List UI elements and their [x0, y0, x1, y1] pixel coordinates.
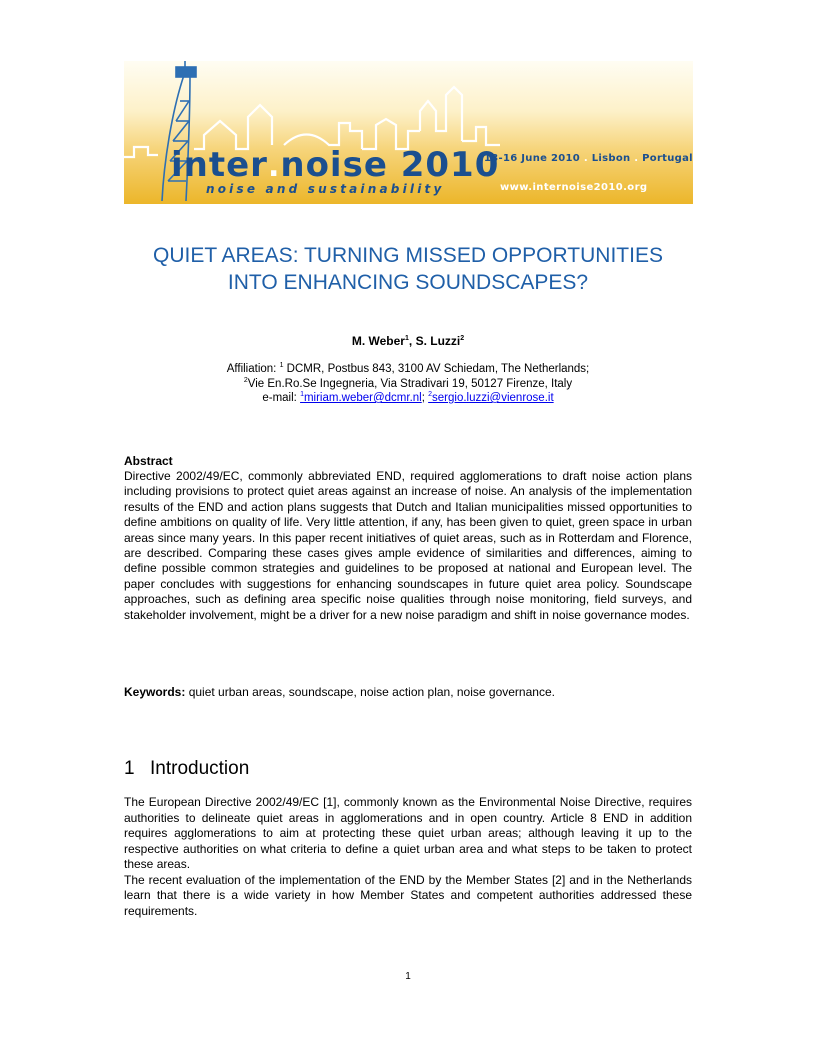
conference-date-location [484, 153, 693, 167]
logo-text-inter: inter [171, 145, 268, 185]
title-line-2: INTO ENHANCING SOUNDSCAPES? [227, 271, 589, 294]
author-name: S. Luzzi [415, 334, 461, 348]
affiliation-sup: 2 [243, 376, 248, 384]
affiliation-1: DCMR, Postbus 843, 3100 AV Schiedam, The Netherlands; [283, 363, 590, 375]
email-link-2[interactable] [428, 392, 554, 404]
title-line-1: QUIET AREAS: TURNING MISSED OPPORTUNITIES [153, 244, 663, 267]
conference-banner [124, 61, 693, 204]
affiliation-sup: 1 [279, 362, 284, 370]
email-sup: 1 [300, 391, 304, 399]
email-link-1[interactable] [300, 392, 422, 404]
author-sup: 1 [404, 335, 409, 342]
section-title: Introduction [150, 758, 250, 779]
paragraph: The European Directive 2002/49/EC [1], commonly known as the Environmental Noise Directive, requires authorities to delineate quiet areas in agglomerations and in open country. Article 8 END in addition requires agglomerations to aim at protecting these quiet urban areas; although leaving it up to the respective authorities on what criteria to define a quiet urban area and what steps to be taken to protect these areas. [124, 795, 692, 871]
conference-date: 13-16 June 2010 [484, 153, 581, 164]
conference-city: Lisbon [591, 153, 631, 164]
email-separator: ; [421, 392, 429, 404]
logo-dot: . [267, 149, 281, 184]
keywords-text: quiet urban areas, soundscape, noise action plan, noise governance. [185, 685, 555, 699]
affiliation-label: Affiliation: [226, 363, 280, 375]
introduction-body [124, 795, 692, 919]
section-number: 1 [124, 758, 135, 779]
logo-tagline: noise and sustainability [206, 182, 445, 196]
conference-url: www.internoise2010.org [500, 182, 648, 193]
affiliations [100, 362, 716, 406]
paragraph: The recent evaluation of the implementation of the END by the Member States [2] and in the Netherlands learn that there is a wide variety in how Member States and competent authorities addressed these requirements. [124, 872, 692, 918]
affiliation-line-2 [100, 377, 716, 392]
keywords-label: Keywords: [124, 685, 186, 699]
section-heading [124, 757, 524, 780]
logo-year: 2010 [400, 145, 500, 185]
email-sup: 2 [428, 391, 433, 399]
separator-dot: . [583, 153, 588, 164]
author-list: M. Weber$^1$, S. Luzzi$^2$ [351, 334, 465, 348]
affiliation-2: Vie En.Ro.Se Ingegneria, Via Stradivari 19, 50127 Firenze, Italy [247, 377, 573, 390]
paper-title [100, 242, 716, 296]
abstract-heading: Abstract [124, 454, 173, 468]
abstract-body: Directive 2002/49/EC, commonly abbreviated END, required agglomerations to draft noise action plans including provisions to protect quiet areas against an increase of noise. An analysis of the implementation results of the END and action plans suggests that Dutch and Italian municipalities missed opportunities to define ambitions on quality of life. Very little attention, if any, has been given to quiet, green space in urban areas since many years. In this paper recent initiatives of quiet areas, such as in Rotterdam and Florence, are described. Comparing these cases gives ample evidence of similarities and differences, aiming to define possible common strategies and guidelines to be proposed at national and European level. The paper concludes with suggestions for enhancing soundscapes in future quiet area policy. Soundscape approaches, such as defining area specific noise qualities through noise monitoring, field surveys, and stakeholder involvement, might be a driver for a new noise paradigm and shift in noise governance modes. [124, 469, 692, 622]
email-1-text: miriam.weber@dcmr.nl [303, 392, 422, 404]
email-label: e-mail: [262, 392, 301, 404]
internoise-logo [171, 145, 500, 185]
logo-text-noise: noise [280, 145, 388, 185]
author-sup: 2 [460, 335, 465, 342]
conference-country: Portugal [642, 153, 693, 164]
author-name: M. Weber [351, 334, 405, 348]
separator-dot: . [634, 153, 639, 164]
keywords [124, 685, 692, 700]
page-number: 1 [405, 971, 411, 982]
affiliation-line-1 [100, 362, 716, 377]
email-line [100, 391, 716, 406]
email-2-text: sergio.luzzi@vienrose.it [432, 392, 554, 404]
